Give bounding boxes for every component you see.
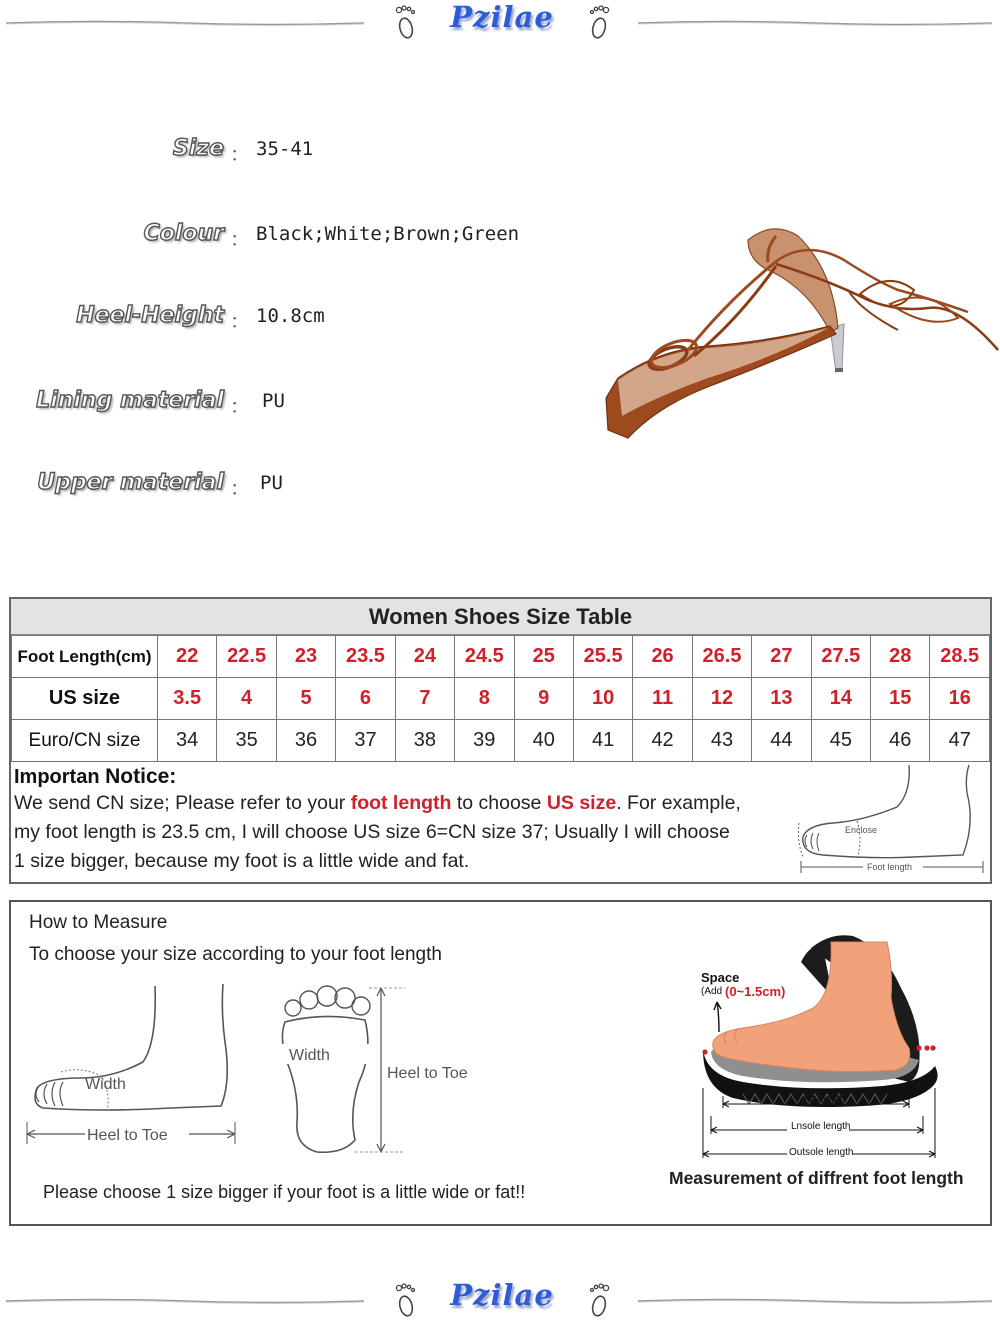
table-cell: 43 <box>692 720 751 762</box>
measure-subtitle: To choose your size according to your foot length <box>29 944 442 965</box>
spec-label: Lining material <box>36 388 224 413</box>
spec-label: Upper material <box>37 470 224 495</box>
bottom-banner <box>0 1278 1000 1322</box>
table-row <box>12 678 990 720</box>
notice-title-part: Importan <box>14 766 100 788</box>
decorative-rule-right <box>638 1298 992 1304</box>
side-foot-diagram <box>21 982 241 1152</box>
footprint-icon <box>390 1282 420 1318</box>
table-cell: 25.5 <box>573 636 632 678</box>
spec-row-upper <box>0 470 560 504</box>
diagram-label: Heel to Toe <box>387 1065 468 1082</box>
table-cell: 46 <box>871 720 930 762</box>
table-cell: 47 <box>930 720 990 762</box>
measure-note: Please choose 1 size bigger if your foot is a little wide or fat!! <box>43 1182 526 1202</box>
notice-line: 1 size bigger, because my foot is a little wide and fat. <box>14 850 470 872</box>
decorative-rule-left <box>6 1298 364 1304</box>
sole-foot-diagram <box>273 982 493 1162</box>
table-cell: 26 <box>633 636 692 678</box>
table-cell: 35 <box>217 720 276 762</box>
table-cell: 23.5 <box>336 636 395 678</box>
diagram-label: Space <box>701 970 740 985</box>
spec-colon: ： <box>230 227 250 251</box>
table-row <box>12 636 990 678</box>
notice-highlight: foot length <box>350 792 452 814</box>
table-cell: 40 <box>514 720 573 762</box>
spec-row-size <box>0 136 560 170</box>
table-cell: 41 <box>573 720 632 762</box>
table-cell: 8 <box>455 678 514 720</box>
footprint-icon <box>390 4 420 40</box>
size-notice <box>14 765 794 876</box>
notice-line: my foot length is 23.5 cm, I will choose US size 6=CN size 37; Usually I will choose <box>14 821 730 843</box>
brand-logo: Pzilae <box>450 0 554 34</box>
notice-text: We send CN size; Please refer to your <box>14 792 351 814</box>
row-header: US size <box>12 678 158 720</box>
table-cell: 38 <box>395 720 454 762</box>
decorative-rule-left <box>6 20 364 26</box>
table-row <box>12 720 990 762</box>
notice-text: . For example, <box>616 792 741 814</box>
size-table-title: Women Shoes Size Table <box>11 599 990 635</box>
spec-value: 35-41 <box>256 138 314 160</box>
spec-label: Colour <box>143 221 224 246</box>
diagram-label: Foot length <box>795 1094 846 1105</box>
table-cell: 7 <box>395 678 454 720</box>
notice-highlight: US size <box>546 792 617 814</box>
foot-length-sketch <box>793 763 989 881</box>
size-table <box>9 597 992 884</box>
table-cell: 27 <box>752 636 811 678</box>
spec-row-heel-height <box>0 303 560 337</box>
spec-colon: ： <box>230 309 250 333</box>
table-cell: 3.5 <box>157 678 216 720</box>
brand-logo: Pzilae <box>450 1278 554 1312</box>
table-cell: 36 <box>276 720 335 762</box>
row-header: Foot Length(cm) <box>12 636 158 678</box>
table-cell: 39 <box>455 720 514 762</box>
table-cell: 28 <box>871 636 930 678</box>
spec-colon: ： <box>230 394 250 418</box>
footprint-icon <box>585 1282 615 1318</box>
table-cell: 12 <box>692 678 751 720</box>
spec-row-colour <box>0 221 560 255</box>
table-cell: 26.5 <box>692 636 751 678</box>
diagram-label: (Add <box>701 986 723 997</box>
diagram-label: Heel to Toe <box>87 1127 168 1144</box>
table-cell: 13 <box>752 678 811 720</box>
table-cell: 45 <box>811 720 870 762</box>
spec-value: PU <box>260 472 283 494</box>
shoe-fit-diagram <box>683 928 953 1160</box>
decorative-rule-right <box>638 20 992 26</box>
how-to-measure-panel <box>9 900 992 1226</box>
notice-title-part: Notice: <box>105 765 177 788</box>
table-cell: 27.5 <box>811 636 870 678</box>
spec-value: Black;White;Brown;Green <box>256 223 520 245</box>
table-cell: 42 <box>633 720 692 762</box>
table-cell: 28.5 <box>930 636 990 678</box>
shoe-fit-caption: Measurement of diffrent foot length <box>669 1168 964 1188</box>
diagram-label: Width <box>289 1047 330 1064</box>
table-cell: 22.5 <box>217 636 276 678</box>
notice-text: to choose <box>451 792 547 814</box>
table-cell: 5 <box>276 678 335 720</box>
spec-colon: ： <box>230 142 250 166</box>
diagram-label: Outsole length <box>789 1147 854 1158</box>
footprint-icon <box>585 4 615 40</box>
sketch-label: Enclose <box>845 825 878 835</box>
sketch-label: Foot length <box>867 862 913 872</box>
measure-title: How to Measure <box>29 912 168 933</box>
notice-line <box>14 789 794 818</box>
spec-value: PU <box>262 390 285 412</box>
table-cell: 9 <box>514 678 573 720</box>
diagram-label: Lnsole length <box>791 1121 851 1132</box>
spec-label: Size <box>172 136 224 161</box>
sandal-product-image <box>598 200 1000 450</box>
spec-colon: ： <box>230 476 250 500</box>
table-cell: 14 <box>811 678 870 720</box>
table-cell: 16 <box>930 678 990 720</box>
top-banner <box>0 0 1000 44</box>
table-cell: 6 <box>336 678 395 720</box>
row-header: Euro/CN size <box>12 720 158 762</box>
size-grid <box>11 635 990 762</box>
diagram-label: Width <box>85 1076 126 1093</box>
notice-title <box>14 765 794 789</box>
spec-value: 10.8cm <box>256 305 325 327</box>
table-cell: 24.5 <box>455 636 514 678</box>
table-cell: 15 <box>871 678 930 720</box>
spec-row-lining <box>0 388 560 422</box>
table-cell: 37 <box>336 720 395 762</box>
table-cell: 4 <box>217 678 276 720</box>
table-cell: 34 <box>157 720 216 762</box>
table-cell: 23 <box>276 636 335 678</box>
table-cell: 44 <box>752 720 811 762</box>
table-cell: 25 <box>514 636 573 678</box>
table-cell: 10 <box>573 678 632 720</box>
table-cell: 22 <box>157 636 216 678</box>
table-cell: 24 <box>395 636 454 678</box>
spec-label: Heel-Height <box>76 303 224 328</box>
table-cell: 11 <box>633 678 692 720</box>
diagram-label: (0~1.5cm) <box>725 984 786 999</box>
